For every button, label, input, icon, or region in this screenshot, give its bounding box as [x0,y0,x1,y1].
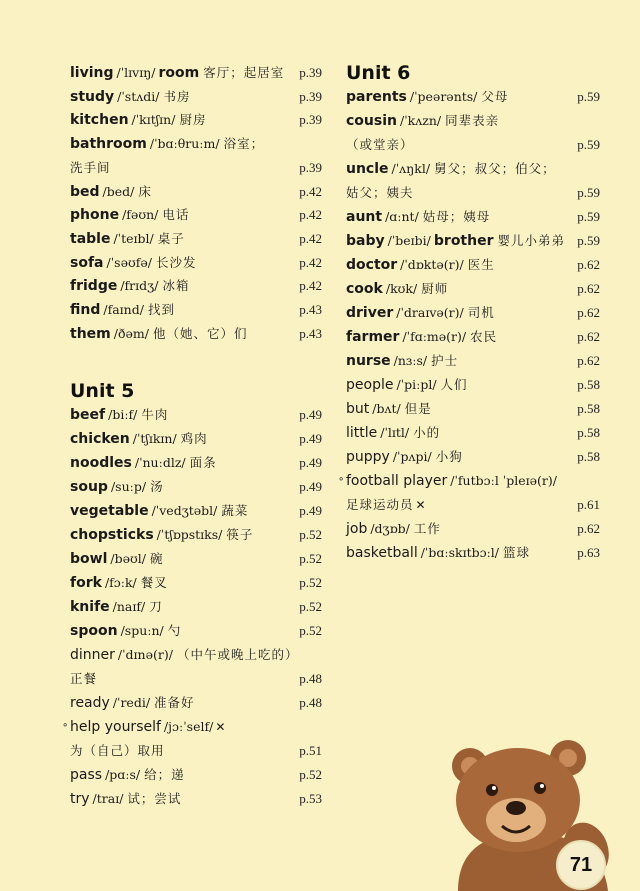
vocab-entry [346,494,600,516]
vocab-entry [346,398,600,420]
vocab-phonetic: /ˈbeɪbi/ [387,233,431,248]
vocab-entry [70,109,322,131]
page-reference: p.62 [577,353,600,368]
vocab-entry [70,548,322,570]
vocab-word: chicken [70,431,130,447]
vocab-entry [70,299,322,321]
page-reference: p.48 [299,671,322,686]
vocab-phonetic: /ˈstʌdi/ [117,88,160,104]
vocab-entry [346,230,600,252]
vocab-entry [70,323,322,345]
vocab-entry [346,110,600,132]
bullet-mark: ∘ [338,474,345,485]
vocab-phonetic: /ˈkɪtʃɪn/ [131,112,176,128]
vocab-word: basketball [346,545,418,561]
vocab-phonetic: /bʌt/ [372,401,401,416]
vocab-word: nurse [346,353,391,369]
vocab-meaning: 试；尝试 [127,791,182,806]
vocab-meaning: 勺 [167,623,182,638]
vocab-meaning: 给；递 [144,767,185,782]
vocab-entry [70,452,322,474]
page-reference: p.52 [299,623,322,638]
vocab-word: bathroom [70,136,147,153]
vocab-meaning: 厨师 [421,281,449,296]
vocab-word: try [70,791,90,807]
vocab-phonetic: /jɔːˈself/ [163,719,214,734]
vocab-word: fork [70,575,102,591]
vocab-meaning: 桌子 [157,230,185,246]
page-reference: p.61 [577,497,600,512]
page-reference: p.52 [299,767,322,782]
vocab-phonetic: /naɪf/ [112,599,146,614]
vocab-entry [346,446,600,468]
vocab-phonetic: /ˈʌŋkl/ [391,161,431,176]
vocab-entry [70,204,322,226]
vocab-word: football player [346,473,448,489]
vocab-meaning: 正餐 [70,671,98,686]
vocab-meaning: 篮球 [503,545,531,560]
vocab-meaning: 床 [138,183,152,199]
vocab-word: chopsticks [70,527,154,543]
page-reference: p.42 [299,230,322,246]
vocab-phonetic: /ˈnuːdlz/ [134,455,186,470]
vocab-word: parents [346,89,407,105]
vocab-word: dinner [70,647,115,663]
vocab-phonetic: /biːf/ [108,407,138,422]
vocab-meaning: 准备好 [154,695,195,710]
vocab-phonetic: /ˈfɑːmə(r)/ [402,329,467,344]
vocab-phonetic: /ˈlɪvɪŋ/ [116,65,156,80]
page-reference: p.51 [299,743,322,758]
page-reference: p.39 [299,112,322,128]
page-reference: p.49 [299,455,322,470]
vocab-phonetic: /ˈfutbɔːl ˈpleɪə(r)/ [450,473,557,488]
vocab-meaning: 但是 [404,401,432,416]
vocab-entry [346,206,600,228]
vocab-phonetic: /ˈtʃɪkɪn/ [132,431,177,446]
vocab-entry [346,254,600,276]
vocab-word: help yourself [70,719,161,735]
vocab-word: beef [70,407,106,423]
vocab-meaning: 洗手间 [70,159,111,175]
page-reference: p.49 [299,503,322,518]
vocab-entry [70,572,322,594]
vocab-word: noodles [70,455,132,471]
vocab-meaning: 同辈表亲 [445,113,500,128]
vocab-meaning: 父母 [481,89,509,104]
vocab-phonetic: /ˈvedʒtəbl/ [151,503,218,518]
vocab-word: spoon [70,623,118,639]
page-reference: p.42 [299,278,322,294]
vocab-entry [346,374,600,396]
vocab-meaning: 农民 [470,329,498,344]
vocab-entry [70,86,322,108]
vocab-word: baby [346,233,385,249]
page-reference: p.59 [577,209,600,224]
vocab-meaning: （或堂亲） [346,137,414,152]
vocab-word: puppy [346,449,390,465]
vocab-entry [62,716,322,738]
vocab-phonetic: /faɪnd/ [103,302,144,317]
vocab-word: table [70,230,111,247]
vocab-phonetic: /ˈpʌpi/ [392,449,432,464]
page-number: 71 [556,840,606,890]
page-reference: p.52 [299,527,322,542]
vocab-word: living [70,65,114,81]
page-reference: p.39 [299,159,322,175]
vocab-phonetic: /ˈpeərənts/ [409,89,478,104]
vocab-phonetic: /ˈbɑːθruːm/ [149,136,220,152]
page-reference: p.58 [577,425,600,440]
page-reference: p.62 [577,521,600,536]
vocab-word-second: room [158,65,200,81]
vocab-meaning: 护士 [431,353,459,368]
vocab-entry [70,181,322,203]
vocab-word: cousin [346,113,397,129]
vocab-entry [346,182,600,204]
vocab-entry [70,620,322,642]
vocab-phonetic: /frɪdʒ/ [120,278,159,294]
vocab-word: aunt [346,209,383,225]
vocab-word-second: brother [433,233,494,249]
page-reference: p.63 [577,545,600,560]
page-reference: p.42 [299,207,322,223]
vocab-entry [70,157,322,179]
vocab-entry [338,470,600,492]
page-reference: p.59 [577,137,600,152]
vocab-entry [346,134,600,156]
vocab-entry [70,500,322,522]
handwritten-cross-mark: ✕ [415,498,426,512]
vocab-word: job [346,521,368,537]
vocab-word: phone [70,207,120,224]
page-reference: p.43 [299,325,322,341]
vocab-meaning: 筷子 [226,527,254,542]
vocab-entry [70,668,322,690]
vocab-word: but [346,401,370,417]
vocab-phonetic: /ˈkʌzn/ [399,113,442,128]
vocab-phonetic: /ˈpiːpl/ [396,377,437,392]
vocab-entry [70,788,322,810]
vocab-entry [70,404,322,426]
vocab-word: ready [70,695,110,711]
vocab-phonetic: /fɔːk/ [104,575,137,590]
vocab-phonetic: /ˈsəʊfə/ [106,254,152,270]
vocab-meaning: 长沙发 [155,254,197,270]
page-reference: p.58 [577,401,600,416]
page-reference: p.52 [299,599,322,614]
vocab-meaning: 人们 [440,377,468,392]
page-reference: p.59 [577,233,600,248]
vocab-word: farmer [346,329,400,345]
vocab-phonetic: /ˈdɪnə(r)/ [117,647,173,662]
vocab-phonetic: /pɑːs/ [105,767,141,782]
page-reference: p.48 [299,695,322,710]
vocab-word: vegetable [70,503,149,519]
vocab-meaning: 客厅；起居室 [203,65,285,80]
vocab-meaning: 小狗 [435,449,463,464]
page-reference: p.39 [299,65,322,80]
vocab-entry [70,596,322,618]
vocab-meaning: 碗 [149,551,164,566]
vocab-meaning: 书房 [163,88,191,104]
vocab-phonetic: /ɑːnt/ [385,209,419,224]
vocab-entry [70,524,322,546]
page-reference: p.42 [299,254,322,270]
vocab-entry [70,133,322,155]
vocab-phonetic: /spuːn/ [120,623,164,638]
vocab-meaning: 鸡肉 [180,431,208,446]
vocab-phonetic: /suːp/ [110,479,147,494]
unit-title: Unit 6 [346,62,411,84]
vocab-phonetic: /bəʊl/ [110,551,146,566]
vocab-entry [346,422,600,444]
vocab-entry [346,278,600,300]
page-reference: p.62 [577,329,600,344]
page-reference: p.58 [577,377,600,392]
vocab-meaning: 姑父；姨夫 [346,185,414,200]
vocab-entry [346,518,600,540]
vocab-entry [346,326,600,348]
vocab-word: study [70,88,115,105]
vocab-word: doctor [346,257,398,273]
vocab-word: them [70,325,111,342]
vocab-phonetic: /traɪ/ [92,791,124,806]
vocab-phonetic: /fəʊn/ [122,207,159,223]
vocab-meaning: 厨房 [179,112,207,128]
vocab-word: people [346,377,394,393]
vocab-entry [346,302,600,324]
vocab-entry [70,252,322,274]
vocab-meaning: 足球运动员 [346,497,414,512]
vocab-entry [70,275,322,297]
vocab-phonetic: /ðəm/ [113,325,149,341]
vocab-meaning: 姑母；姨母 [422,209,491,224]
vocab-entry [70,740,322,762]
vocab-entry [70,476,322,498]
vocab-meaning: 舅父；叔父；伯父； [434,161,556,176]
vocab-meaning: 餐叉 [140,575,168,590]
page-reference: p.43 [299,302,322,317]
vocab-word: driver [346,305,394,321]
vocab-meaning: 牛肉 [141,407,169,422]
vocab-entry [70,692,322,714]
vocab-word: uncle [346,161,389,177]
vocab-word: fridge [70,278,118,295]
vocab-meaning: 浴室； [223,136,265,152]
page-reference: p.58 [577,449,600,464]
page-reference: p.42 [299,183,322,199]
vocab-word: cook [346,281,383,297]
page-reference: p.52 [299,551,322,566]
vocab-phonetic: /ˈredi/ [112,695,151,710]
vocab-phonetic: /bed/ [102,183,135,199]
page-reference: p.49 [299,431,322,446]
page-reference: p.59 [577,89,600,104]
vocab-entry [70,62,322,84]
vocab-word: knife [70,599,110,615]
page-reference: p.49 [299,479,322,494]
vocab-phonetic: /ˈteɪbl/ [113,230,154,246]
vocab-meaning: 冰箱 [162,278,190,294]
vocab-phonetic: /ˈlɪtl/ [380,425,410,440]
vocab-entry [70,228,322,250]
vocab-phonetic: /kʊk/ [385,281,418,296]
vocab-meaning: 司机 [467,305,495,320]
bear-illustration [418,738,640,891]
vocab-phonetic: /nɜːs/ [393,353,428,368]
page-reference: p.49 [299,407,322,422]
vocab-meaning: 蔬菜 [221,503,249,518]
page-reference: p.62 [577,305,600,320]
vocab-entry [70,764,322,786]
vocab-word: pass [70,767,103,783]
vocab-entry [346,542,600,564]
page-reference: p.39 [299,88,322,104]
unit-title: Unit 5 [70,380,135,402]
vocab-meaning: 小的 [413,425,441,440]
vocab-meaning: （中午或晚上吃的） [176,647,299,662]
vocab-meaning: 刀 [149,599,163,614]
vocab-word: find [70,302,101,318]
handwritten-cross-mark: ✕ [215,720,226,734]
page-reference: p.59 [577,185,600,200]
vocab-word: bed [70,183,100,200]
vocab-word: kitchen [70,112,129,129]
page-reference: p.53 [299,791,322,806]
vocab-meaning: 为（自己）取用 [70,743,165,758]
vocab-entry [70,428,322,450]
vocab-meaning: 找到 [147,302,175,317]
vocab-entry [346,86,600,108]
vocab-entry [346,350,600,372]
vocab-phonetic: /ˈdraɪvə(r)/ [396,305,464,320]
vocab-meaning: 工作 [413,521,441,536]
vocab-meaning: 婴儿小弟弟 [497,233,566,248]
vocab-entry [346,158,600,180]
page-reference: p.62 [577,281,600,296]
vocab-meaning: 医生 [467,257,495,272]
vocab-word: soup [70,479,108,495]
vocab-phonetic: /ˈbɑːskɪtbɔːl/ [420,545,500,560]
vocab-meaning: 汤 [150,479,164,494]
vocab-phonetic: /ˈtʃɒpstɪks/ [156,527,223,542]
vocab-phonetic: /dʒɒb/ [370,521,410,536]
bullet-mark: ∘ [62,720,69,731]
vocab-word: bowl [70,551,108,567]
vocab-word: little [346,425,378,441]
vocab-phonetic: /ˈdɒktə(r)/ [400,257,464,272]
vocab-meaning: 面条 [189,455,217,470]
page-reference: p.52 [299,575,322,590]
page-reference: p.62 [577,257,600,272]
vocab-entry [70,644,322,666]
vocab-meaning: 他（她、它）们 [152,325,248,341]
vocab-word: sofa [70,254,104,271]
vocab-meaning: 电话 [162,207,190,223]
